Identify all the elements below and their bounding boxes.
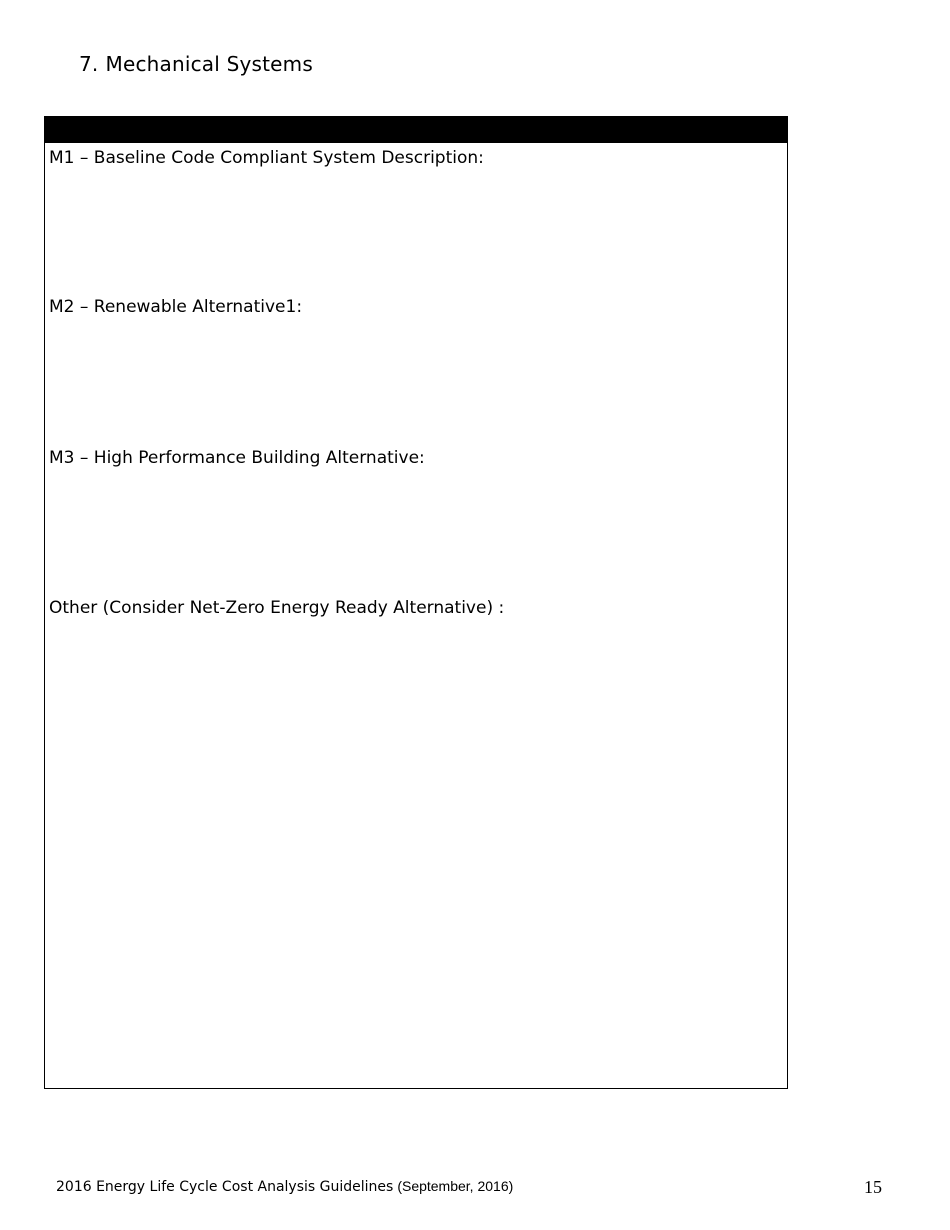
- field-m2-renewable-label: M2 – Renewable Alternative1:: [49, 297, 303, 317]
- field-m3-high-performance-label: M3 – High Performance Building Alternative:: [49, 448, 425, 468]
- footer-title: 2016 Energy Life Cycle Cost Analysis Guidelines: [56, 1179, 394, 1195]
- section-heading: [79, 52, 313, 76]
- field-m1-baseline-label: M1 – Baseline Code Compliant System Description:: [49, 148, 484, 168]
- mechanical-systems-form: [44, 116, 788, 1089]
- page-number: 15: [864, 1177, 882, 1197]
- field-other-net-zero-label: Other (Consider Net-Zero Energy Ready Alternative) :: [49, 598, 505, 618]
- section-title: Mechanical Systems: [105, 52, 313, 76]
- footer-date: (September, 2016): [397, 1178, 514, 1194]
- footer-document-title: [56, 1178, 513, 1195]
- form-header-bar: [45, 117, 787, 143]
- section-number: 7.: [79, 52, 99, 76]
